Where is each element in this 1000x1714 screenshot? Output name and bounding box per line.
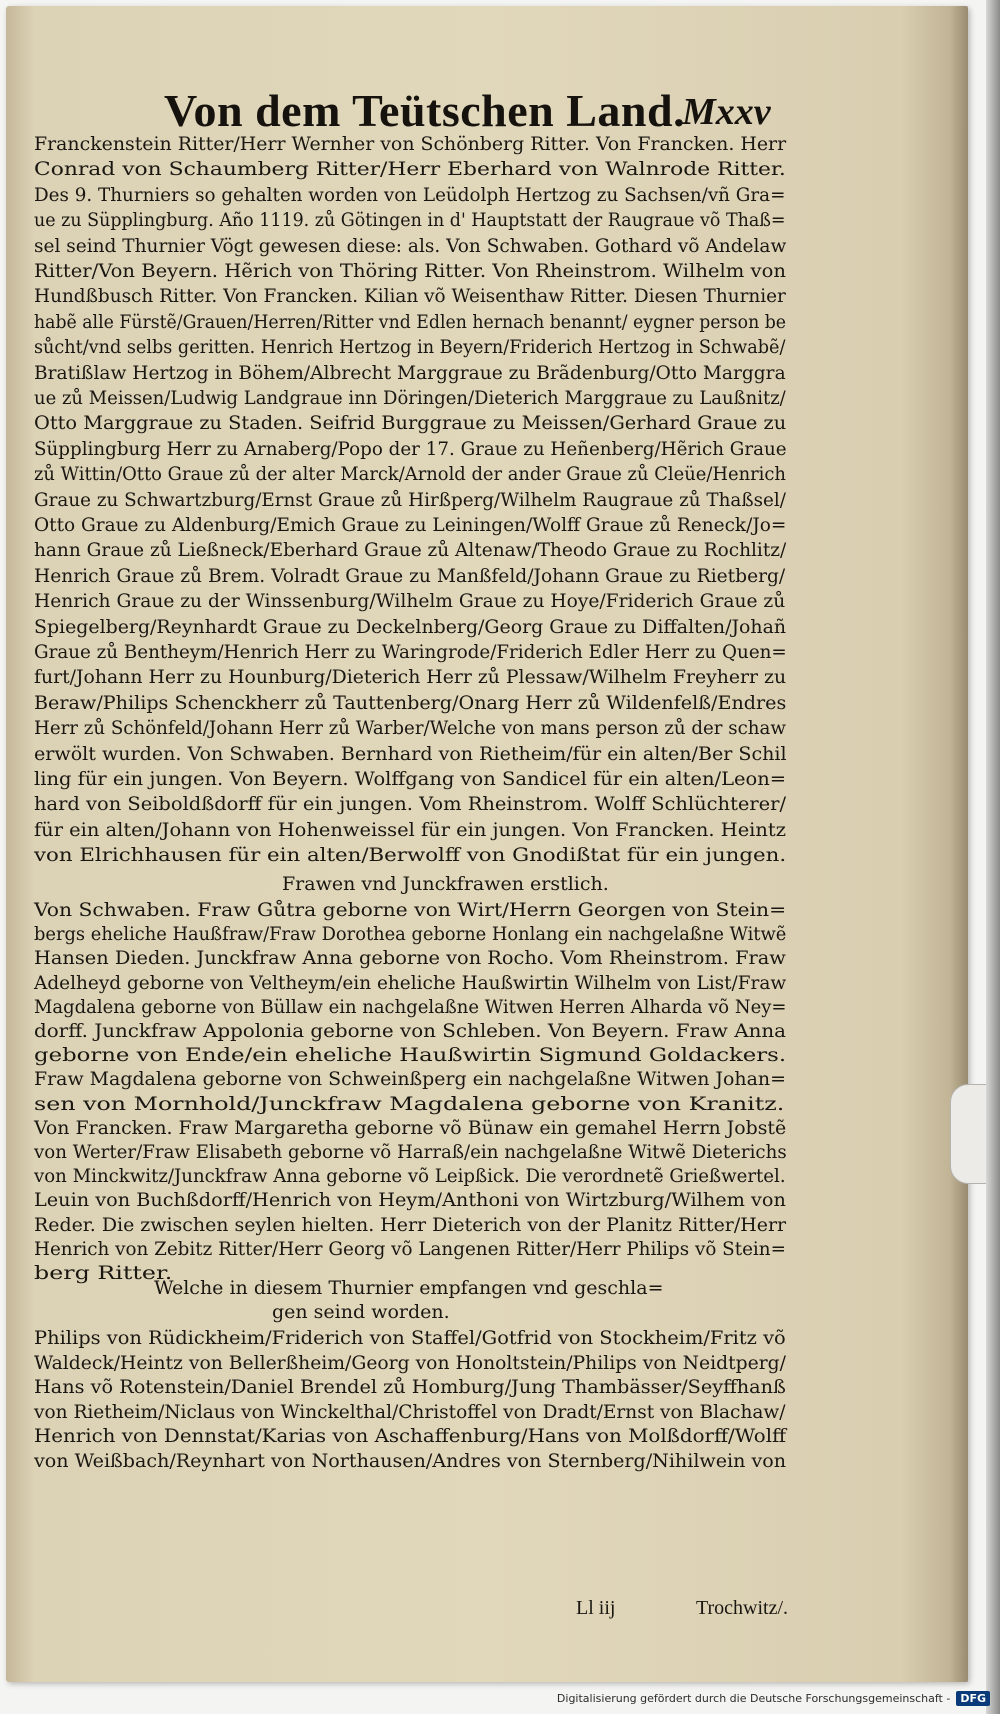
text-line: ling für ein jungen. Von Beyern. Wolffgang von Sandicel für ein alten/Leon= xyxy=(34,768,787,790)
text-line: Franckenstein Ritter/Herr Wernher von Schönberg Ritter. Von Francken. Herr xyxy=(34,133,787,155)
text-line: bergs eheliche Haußfraw/Fraw Dorothea geborne Honlang ein nachgelaßne Witwẽ xyxy=(34,923,787,946)
text-line: geborne von Ende/ein eheliche Haußwirtin Sigmund Goldackers. xyxy=(34,1044,787,1067)
text-line: Magdalena geborne von Büllaw ein nachgelaßne Witwen Herren Alharda võ Ney= xyxy=(34,995,787,1018)
text-line: von Werter/Fraw Elisabeth geborne võ Harraß/ein nachgelaßne Witwẽ Dieterichs xyxy=(34,1141,787,1163)
scanner-edge xyxy=(986,0,1000,1714)
book-page xyxy=(6,6,968,1682)
text-line: Otto Graue zu Aldenburg/Emich Graue zu Leiningen/Wolff Graue zů Reneck/Jo= xyxy=(34,514,787,536)
text-line: Henrich Graue zů Brem. Volradt Graue zu Manßfeld/Johann Graue zu Rietberg/ xyxy=(34,564,786,587)
dfg-logo: DFG xyxy=(956,1691,990,1706)
signature-mark: Ll iij xyxy=(576,1597,616,1619)
text-line: furt/Johann Herr zu Hounburg/Dieterich Herr zů Plessaw/Wilhelm Freyherr zu xyxy=(34,666,787,689)
text-line: Von Francken. Fraw Margaretha geborne võ Bünaw ein gemahel Herrn Jobstẽ xyxy=(34,1116,787,1139)
text-line: von Minckwitz/Junckfraw Anna geborne võ Leipßick. Die verordnetẽ Grießwertel. xyxy=(34,1165,786,1188)
text-line: Conrad von Schaumberg Ritter/Herr Eberhard von Walnrode Ritter. xyxy=(34,158,786,181)
text-line: Beraw/Philips Schenckherr zů Tauttenberg/Onarg Herr zů Wildenfelß/Endres xyxy=(34,691,787,714)
text-line: Bratißlaw Hertzog in Böhem/Albrecht Marggraue zu Brãdenburg/Otto Marggra xyxy=(34,361,786,384)
text-line: Graue zu Schwartzburg/Ernst Graue zů Hirßperg/Wilhelm Raugraue zů Thaßsel/ xyxy=(34,488,786,511)
text-line: habẽ alle Fürstẽ/Grauen/Herren/Ritter vnd Edlen hernach benannt/ eygner person be xyxy=(34,310,787,333)
text-line: Süpplingburg Herr zu Arnaberg/Popo der 17. Graue zu Heñenberg/Hẽrich Graue xyxy=(34,437,787,460)
text-line: Reder. Die zwischen seylen hielten. Herr Dieterich von der Planitz Ritter/Herr xyxy=(34,1213,787,1236)
text-line: Hans võ Rotenstein/Daniel Brendel zů Homburg/Jung Thambässer/Seyffhanß xyxy=(34,1376,786,1399)
text-line: zů Wittin/Otto Graue zů der alter Marck/Arnold der ander Graue zů Cleüe/Henrich xyxy=(34,463,786,486)
text-line: Von Schwaben. Fraw Gůtra geborne von Wirt/Herrn Georgen von Stein= xyxy=(34,899,787,921)
text-line: von Elrichhausen für ein alten/Berwolff von Gnodißtat für ein jungen. xyxy=(34,844,787,867)
text-line: für ein alten/Johann von Hohenweissel für ein jungen. Von Francken. Heintz xyxy=(34,818,786,841)
text-line: von Rietheim/Niclaus von Winckelthal/Christoffel von Dradt/Ernst von Blachaw/ xyxy=(34,1400,786,1423)
digitization-credit xyxy=(557,1691,990,1706)
text-line: sen von Mornhold/Junckfraw Magdalena geborne von Kranitz. xyxy=(34,1092,785,1115)
text-line: erwölt wurden. Von Schwaben. Bernhard von Rietheim/für ein alten/Ber Schil xyxy=(34,742,787,765)
text-line: hard von Seiboldßdorff für ein jungen. Vom Rheinstrom. Wolff Schlüchterer/ xyxy=(34,793,787,816)
text-line: Des 9. Thurniers so gehalten worden von Leüdolph Hertzog zu Sachsen/vñ Gra= xyxy=(34,183,786,206)
text-line: Graue zů Bentheym/Henrich Herr zu Waringrode/Friderich Edler Herr zu Quen= xyxy=(34,641,787,663)
text-line: hann Graue zů Ließneck/Eberhard Graue zů Altenaw/Theodo Graue zu Rochlitz/ xyxy=(34,539,787,562)
text-line: Hansen Dieden. Junckfraw Anna geborne von Rocho. Vom Rheinstrom. Fraw xyxy=(34,947,786,970)
text-line: berg Ritter. xyxy=(34,1262,173,1284)
section-heading-knights-cont: gen seind worden. xyxy=(272,1301,450,1323)
text-line: von Weißbach/Reynhart von Northausen/Andres von Sternberg/Nihilwein von xyxy=(34,1450,787,1472)
text-line: Ritter/Von Beyern. Hẽrich von Thöring Ritter. Von Rheinstrom. Wilhelm von xyxy=(34,260,786,282)
text-line: sel seind Thurnier Vögt gewesen diese: als. Von Schwaben. Gothard võ Andelaw xyxy=(34,234,787,257)
text-line: Henrich von Dennstat/Karias von Aschaffenburg/Hans von Molßdorff/Wolff xyxy=(34,1425,787,1448)
text-line: Herr zů Schönfeld/Johann Herr zů Warber/Welche von mans person zů der schaw xyxy=(34,717,786,740)
text-line: Hundßbusch Ritter. Von Francken. Kilian võ Weisenthaw Ritter. Diesen Thurnier xyxy=(34,285,786,308)
page-edge-shadow xyxy=(950,6,968,1682)
text-line: Waldeck/Heintz von Bellerßheim/Georg von Honoltstein/Philips von Neidtperg/ xyxy=(34,1351,786,1374)
text-line: dorff. Junckfraw Appolonia geborne von Schleben. Von Beyern. Fraw Anna xyxy=(34,1020,787,1042)
text-line: Otto Marggraue zu Staden. Seifrid Burggraue zu Meissen/Gerhard Graue zu xyxy=(34,412,787,435)
text-line: Henrich von Zebitz Ritter/Herr Georg võ Langenen Ritter/Herr Philips võ Stein= xyxy=(34,1237,786,1260)
section-heading-knights: Welche in diesem Thurnier empfangen vnd geschla= xyxy=(154,1277,664,1299)
catchword: Trochwitz/. xyxy=(696,1597,789,1619)
text-line: Philips von Rüdickheim/Friderich von Staffel/Gotfrid von Stockheim/Fritz võ xyxy=(34,1327,786,1349)
folio-number: Mxxv xyxy=(682,91,771,133)
section-heading-women: Frawen vnd Junckfrawen erstlich. xyxy=(282,873,609,895)
text-line: Spiegelberg/Reynhardt Graue zu Deckelnberg/Georg Graue zu Diffalten/Johañ xyxy=(34,615,787,638)
text-line: Fraw Magdalena geborne von Schweinßperg ein nachgelaßne Witwen Johan= xyxy=(34,1068,786,1091)
running-title: Von dem Teütschen Land. xyxy=(164,85,686,136)
text-line: Leuin von Buchßdorff/Henrich von Heym/Anthoni von Wirtzburg/Wilhem von xyxy=(34,1189,786,1212)
text-line: Adelheyd geborne von Veltheym/ein eheliche Haußwirtin Wilhelm von List/Fraw xyxy=(34,971,787,994)
text-line: Henrich Graue zu der Winssenburg/Wilhelm Graue zu Hoye/Friderich Graue zů xyxy=(34,590,786,613)
text-line: ue zů Meissen/Ludwig Landgraue inn Döringen/Dieterich Marggraue zu Laußnitz/ xyxy=(34,387,786,409)
credit-text: Digitalisierung gefördert durch die Deutsche Forschungsgemeinschaft - xyxy=(556,1692,951,1705)
text-line: sůcht/vnd selbs geritten. Henrich Hertzog in Beyern/Friderich Hertzog in Schwabẽ/ xyxy=(34,336,786,359)
text-line: ue zu Süpplingburg. Año 1119. zů Götingen in d' Hauptstatt der Raugraue võ Thaß= xyxy=(34,209,786,232)
